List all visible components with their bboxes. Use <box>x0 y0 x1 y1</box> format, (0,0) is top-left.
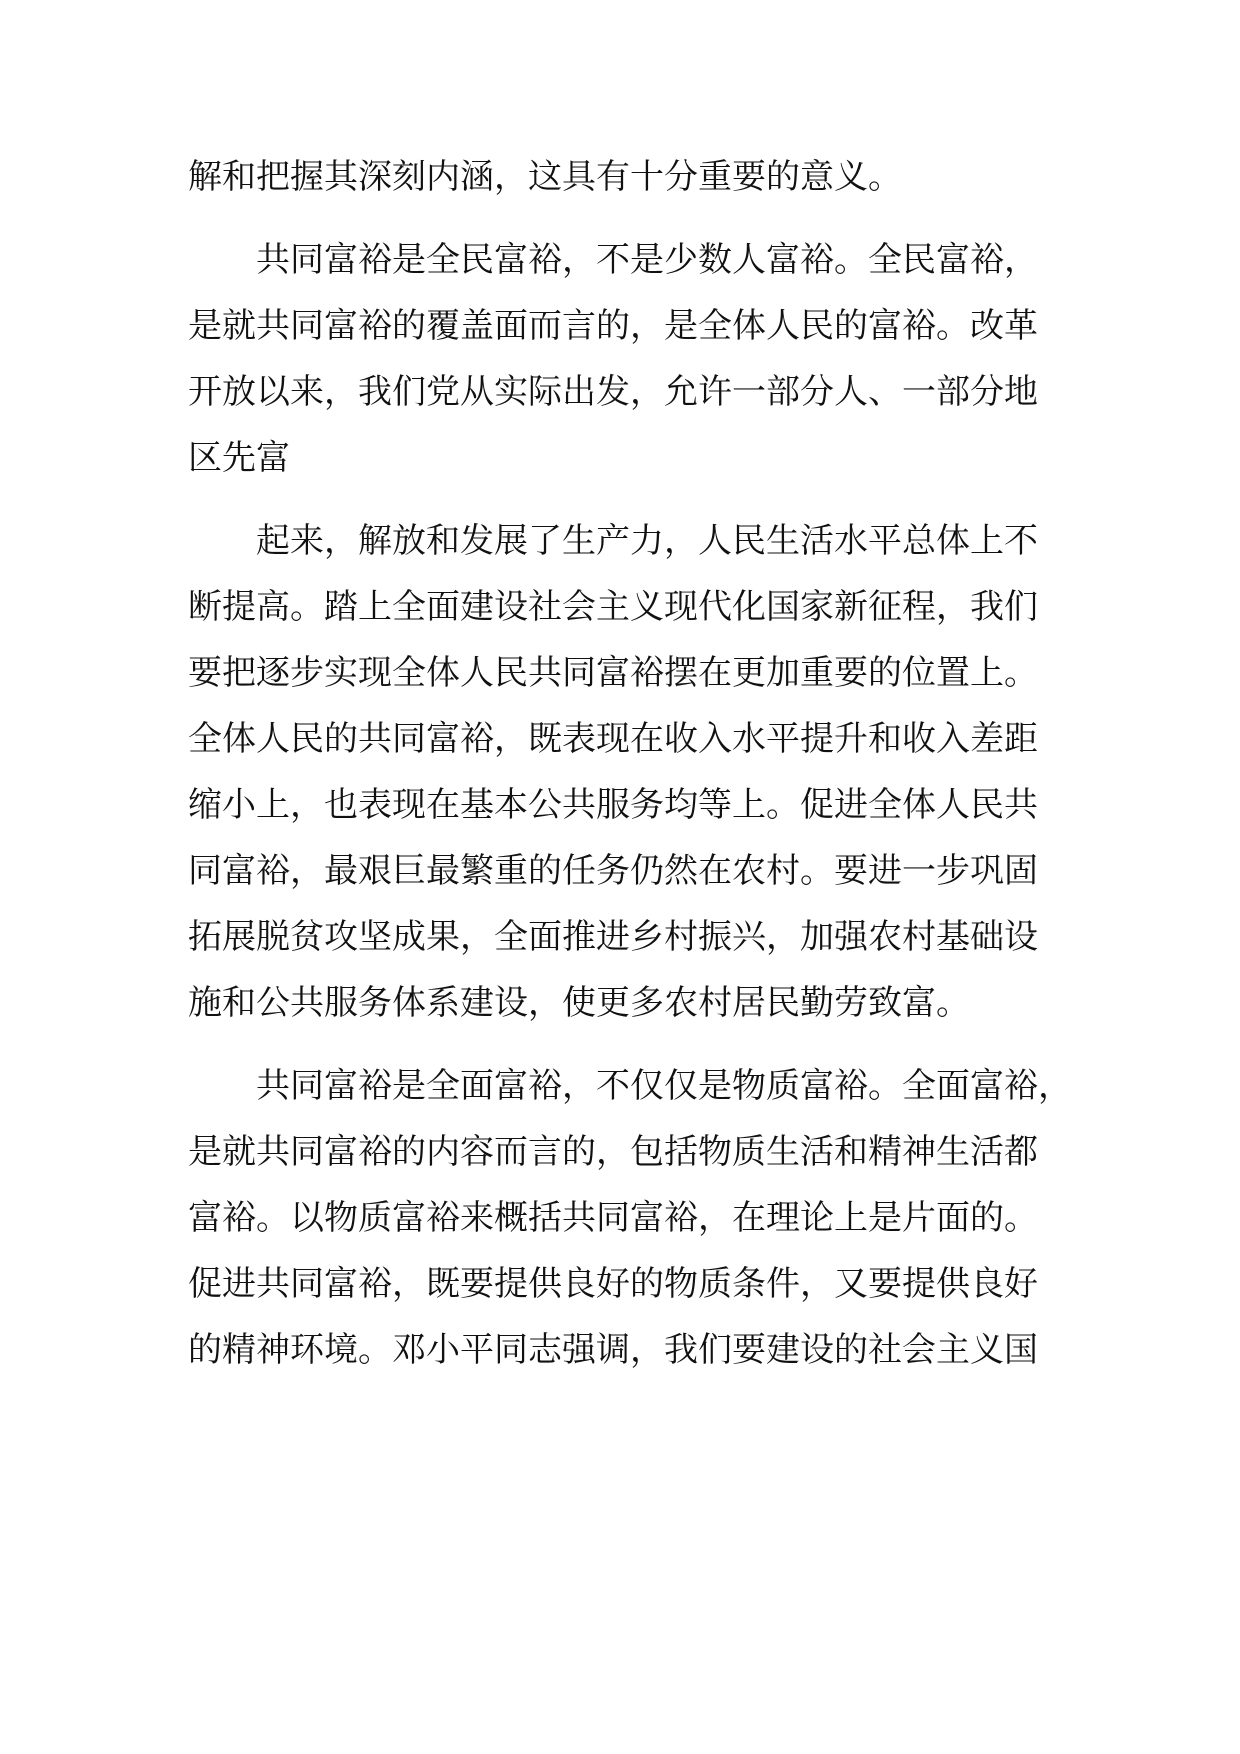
text-line: 促进共同富裕，既要提供良好的物质条件，又要提供良好 <box>188 1264 1038 1304</box>
paragraph-first-line: 共同富裕是全民富裕，不是少数人富裕。全民富裕， <box>256 240 1038 280</box>
text-line: 施和公共服务体系建设，使更多农村居民勤劳致富。 <box>188 983 970 1023</box>
text-line: 是就共同富裕的覆盖面而言的，是全体人民的富裕。改革 <box>188 306 1038 346</box>
text-line: 缩小上，也表现在基本公共服务均等上。促进全体人民共 <box>188 785 1038 825</box>
text-line: 同富裕，最艰巨最繁重的任务仍然在农村。要进一步巩固 <box>188 851 1038 891</box>
text-line: 要把逐步实现全体人民共同富裕摆在更加重要的位置上。 <box>188 653 1038 693</box>
text-line: 富裕。以物质富裕来概括共同富裕，在理论上是片面的。 <box>188 1198 1038 1238</box>
text-line: 区先富 <box>188 438 290 478</box>
text-line: 的精神环境。邓小平同志强调，我们要建设的社会主义国 <box>188 1330 1038 1370</box>
text-line: 解和把握其深刻内涵，这具有十分重要的意义。 <box>188 157 902 197</box>
paragraph-first-line: 共同富裕是全面富裕，不仅仅是物质富裕。全面富裕， <box>256 1066 1072 1106</box>
text-line: 是就共同富裕的内容而言的，包括物质生活和精神生活都 <box>188 1132 1038 1172</box>
paragraph-first-line: 起来，解放和发展了生产力，人民生活水平总体上不 <box>256 521 1038 561</box>
text-line: 开放以来，我们党从实际出发，允许一部分人、一部分地 <box>188 372 1038 412</box>
text-line: 断提高。踏上全面建设社会主义现代化国家新征程，我们 <box>188 587 1038 627</box>
text-line: 拓展脱贫攻坚成果，全面推进乡村振兴，加强农村基础设 <box>188 917 1038 957</box>
text-line: 全体人民的共同富裕，既表现在收入水平提升和收入差距 <box>188 719 1038 759</box>
